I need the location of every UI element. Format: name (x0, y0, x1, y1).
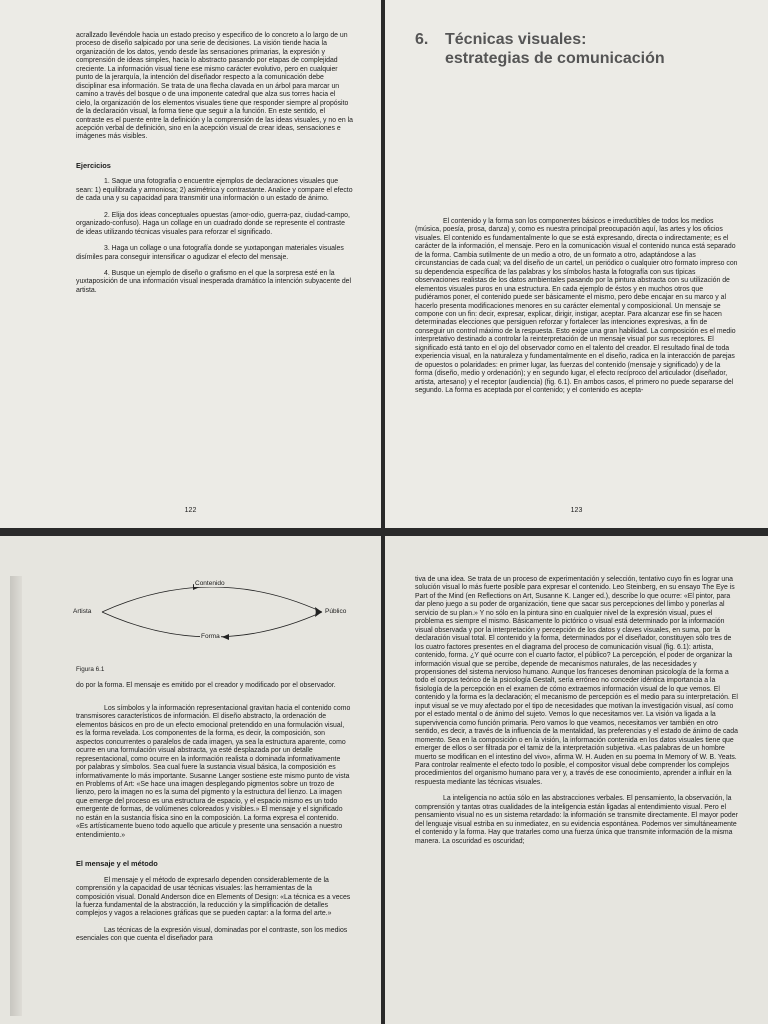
page-122 (0, 0, 381, 528)
exercise-2: 2. Elija dos ideas conceptuales opuestas (amor-odio, guerra-paz, ciudad-campo, organizado-confuso). Haga un collage en un cuadrado donde se represente el contraste de ideas utilizando técnicas visuales para reforzar el significado. (76, 211, 350, 236)
diagram-label-audience: Público (325, 608, 347, 615)
paragraph-4: Las técnicas de la expresión visual, dominadas por el contraste, son los medios esenciales con que cuenta el diseñador para (76, 926, 348, 943)
page-number: 123 (570, 507, 583, 514)
chapter-title (415, 30, 738, 68)
paragraph-1: do por la forma. El mensaje es emitido por el creador y modificado por el observador. (76, 682, 336, 690)
exercise-4: 4. Busque un ejemplo de diseño o grafismo en el que la sorpresa esté en la yuxtaposición de una información visual inesperada dramático la intención subyacente del artista. (76, 269, 352, 294)
paragraph-3: El mensaje y el método de expresarlo dependen considerablemente de la comprensión y la capacidad de usar técnicas visuales: las herramientas de la composición visual. Donald Anderson dice en Elements of Design: «La técnica es a veces la fuerza fundamental de la abstracción, la reducción y la simplificación de detalles complejos y vagos a relaciones gráficas que se pueden captar: a la forma del arte.» (76, 876, 351, 918)
section-heading: El mensaje y el método (76, 859, 158, 869)
intro-paragraph: acrallzado llevéndole hacia un estado preciso y especifico de lo concreto a lo largo de un proceso de diseño salpicado por una serie de decisiones. La visión tiende hacia la organización de los datos, yendo desde las sensaciones primarias, la expresión y comprensión de ideas simples, hacia lo abstracto pasando por etapas de complejidad creciente. La información visual tiene ese mismo carácter evolutivo, pero en cualquier punto de la jerarquía, la intención del diseñador respecto a la comunicación debe disciplinar esa información. Se trata de una flecha clavada en un árbol para marcar un camino a través del bosque o de una imponente catedral que alza sus torres hacia el cielo, la organización de los elementos visuales tiene que responder siempre al propósito de la declaración visual, la forma tiene que seguir a la función. En este sentido, el contraste es el puente entre la definición y la comprensión de las ideas visuales, y no en la acepción verbal de definición, sino en la acepción visual de crear ideas, sensaciones e imágenes más visibles. (76, 32, 353, 141)
chapter-title-line-2: estrategias de comunicación (445, 50, 665, 67)
page-number: 122 (184, 507, 197, 514)
diagram-label-form: Forma (201, 633, 220, 640)
figure-6-1 (72, 572, 362, 662)
exercise-1: 1. Saque una fotografía o encuentre ejemplos de declaraciones visuales que sean: 1) equilibrada y armoniosa; 2) asimétrica y contrastante. Analice y compare el efecto de cada una y su capacidad para transmitir una información o un estado de ánimo. (76, 178, 353, 203)
paragraph-1: tiva de una idea. Se trata de un proceso de experimentación y selección, tentativo cuyo fin es lograr una solución visual lo más fuerte posible para expresar el contenido. Leo Steinberg, en su ensayo The Eye is Part of the Mind (en Reflections on Art, Susanne K. Langer ed.), describe lo que ocurre: «El pintor, para dar pleno juego a su poder de organización, tiene que sacar sus percepciones del limbo y ponerlas al servicio de su plan.» Y no sólo en la pintura sino en cualquier nivel de la expresión visual, pues el problema es siempre el mismo. Básicamente lo pictórico o visual está determinado por la información visual observada y por la interpretación y percepción de los datos y claves visuales, en suma, por la declaración visual total. El contenido y la forma, determinados por el diseñador, constituyen sólo tres de los cuatro factores presentes en el diagrama del proceso de comunicación visual (fig. 6.1): artista, contenido, forma. ¿Y qué ocurre con el cuarto factor, el público? La percepción, el poder de organizar la información visual que se percibe, depende de mecanismos naturales, de las necesidades y propensiones del sistema nervioso humano. Aunque los franceses denominan psicología de la forma a todo el corpus teórico de la psicología Gestalt, sería erróneo no conceder idéntica importancia a la fisiología de la percepción en el examen de cómo extraemos información visual de lo que vemos. El contenido y la forma es la declaración; el mecanismo de percepción es el medio para su interpretación. El input visual se ve muy afectado por el tipo de necesidades que motivan la investigación visual, así como por el estado mental o de ánimo del sujeto. Vemos lo que necesitamos ver. La visión va ligada a la supervivencia como función primaria. Pero vamos lo que veamos, necesitamos ver también en otro sentido, es decir, a través de la influencia de la mentalidad, las preferencias y el estado de ánimo de cada momento. Sea en la composición o en la visión, la información contenida en los datos visuales tiene que emerger de ellos o ser filtrada por el tamiz de la interpretación subjetiva. «Las palabras de un hombre muerto se modifican en el intestino del vivo», afirma W. H. Auden en su poema In Memory of W. B. Yeats. Para controlar realmente el efecto todo lo posible, el compositor visual debe comprender los complejos procedimientos del organismo humano para ver y, a través de ese conocimiento, aprender a influir en la respuesta mediante las técnicas visuales. (415, 576, 738, 786)
chapter-number: 6. (415, 31, 429, 48)
page-125 (385, 536, 768, 1024)
paragraph-2: La inteligencia no actúa sólo en las abstracciones verbales. El pensamiento, la observación, la comprensión y tantas otras cualidades de la inteligencia están ligadas al entendimiento visual. Pero el pensamiento visual no es un sistema retardado: la información se transmite directamente. El mayor poder del lenguaje visual estriba en su inmediatez, en su evidencia espontánea. Podemos ver simultáneamente el contenido y la forma. Hay que tratarles como una fuerza única que transmite información de la misma manera. La oscuridad es oscuridad; (415, 795, 738, 845)
body-paragraph: El contenido y la forma son los componentes básicos e irreductibles de todos los medios (música, poesía, prosa, danza) y, como es nuestra principal preocupación aquí, las artes y los oficios visuales. El contenido es fundamentalmente lo que se está expresando, directa o indirectamente; es el carácter de la información, el mensaje. Pero en la comunicación visual el contenido nunca está separado de la forma. Cambia sutilmente de un medio a otro, de un formato a otro, adaptándose a las circunstancias de cada cual; va del diseño de un cartel, un periódico o cualquier otro formato impreso con su dependencia específica de las palabras y los símbolos hasta la fotografía con sus típicas observaciones realistas de los datos ambientales pasando por la pintura abstracta con su utilización de elementos visuales puros en una estructura. En cada ejemplo de éstos y en muchos otros que pudiéramos poner, el contenido puede ser básicamente el mismo, pero debe encajar en su marco y al hacerlo presenta modificaciones menores en su carácter elemental y composicional. Un mensaje se compone con un fin: decir, expresar, explicar, dirigir, instigar, aceptar. Para alcanzar ese fin se hacen determinadas elecciones que persiguen reforzar y fortalecer las intenciones expresivas, a fin de conseguir un control máximo de la respuesta. Esto exige una gran habilidad. La composición es el medio interpretativo destinado a controlar la reinterpretación de un mensaje visual por sus receptores. El significado está tanto en el ojo del observador como en el talento del creador. El resultado final de toda experiencia visual, en la naturaleza y fundamentalmente en el diseño, radica en la interacción de parejas de opuestos o polaridades: en primer lugar, las fuerzas del contenido (mensaje y significado) y de la forma (diseño, medio y ordenación); y en segundo lugar, el efecto recíproco del articulador (diseñador, artista, artesano) y el receptor (audiencia) (fig. 6.1). En ambos casos, el primero no puede separarse del segundo. La forma es aceptada por el contenido; y el contenido es acepta- (415, 218, 738, 395)
exercise-3: 3. Haga un collage o una fotografía donde se yuxtapongan materiales visuales disímiles para conseguir intensificar o agudizar el efecto del mensaje. (76, 245, 344, 261)
page-123 (385, 0, 768, 528)
exercises-heading: Ejercicios (76, 160, 111, 170)
page-shadow (10, 576, 22, 1016)
diagram-label-content: Contenido (195, 580, 225, 587)
diagram-label-artist: Artista (73, 608, 92, 615)
chapter-title-line-1: Técnicas visuales: (445, 31, 587, 48)
figure-caption: Figura 6.1 (76, 666, 105, 673)
page-124 (0, 536, 381, 1024)
paragraph-2: Los símbolos y la información representacional gravitan hacia el contenido como transmisores característicos de información. El diseño abstracto, la ordenación de elementos básicos en pro de un efecto emocional pretendido en una formulación visual, es la forma revelada. Los componentes de la forma, es decir, la composición, son aspectos concurrentes o paralelos de cada imagen, ya sea la estructura aparente, como ocurre en una formulación visual abstracta, ya esté desplazada por un detalle representacional, como ocurre en la información realista o dominada informativamente por palabras y símbolos. Sea cual fuere la sustancia visual básica, la composición es informativamente lo más importante. Susanne Langer sostiene este mismo punto de vista en Problems of Art: «Se hace una imagen desplegando pigmentos sobre un trozo de lienzo, pero la imagen no es la suma del pigmento y la estructura del lienzo. La imagen que emerge del proceso es una estructura de espacio, y el espacio mismo es un todo emergente de formas, de volúmenes coloreados y visibles.» El mensaje y el significado no están en la sustancia física sino en la composición. La forma expresa el contenido. «Es artísticamente bueno todo aquello que articule y presente una sensación a nuestro entendimiento.» (76, 704, 351, 839)
